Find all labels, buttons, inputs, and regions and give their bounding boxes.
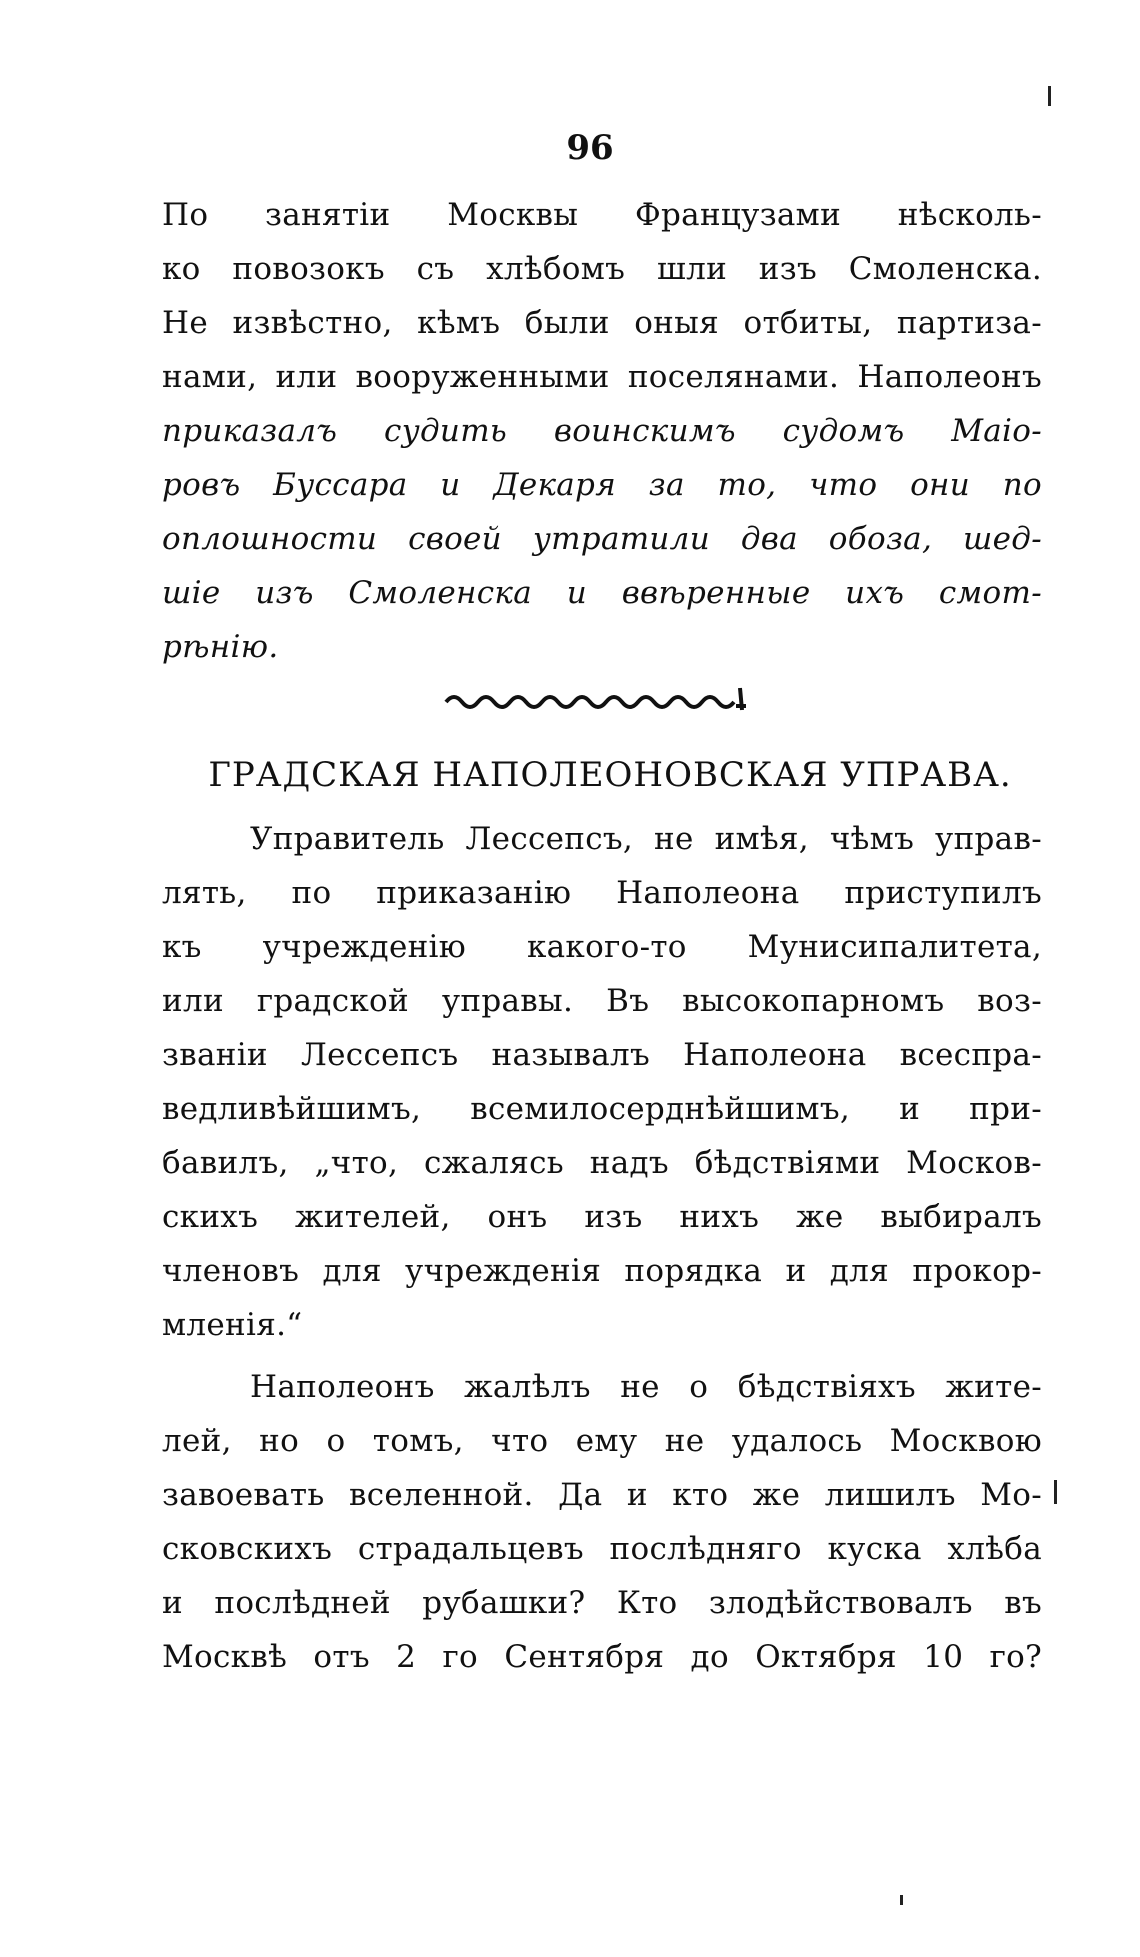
text-line: Не извѣстно, кѣмъ были оныя отбиты, партиза-	[162, 305, 1042, 341]
text-line: По занятіи Москвы Французами нѣсколь-	[162, 197, 1042, 233]
text-line: сковскихъ страдальцевъ послѣдняго куска хлѣба	[162, 1531, 1042, 1567]
paragraph-municipality	[162, 812, 1042, 1352]
text-line: Москвѣ отъ 2 го Сентября до Октября 10 го?	[162, 1639, 1042, 1675]
text-line: Управитель Лессепсъ, не имѣя, чѣмъ управ-	[250, 821, 1042, 857]
text-line: ведливѣйшимъ, всемилосерднѣйшимъ, и при-	[162, 1091, 1042, 1127]
ornamental-divider	[440, 680, 760, 720]
section-heading: ГРАДСКАЯ НАПОЛЕОНОВСКАЯ УПРАВА.	[208, 755, 1012, 795]
text-line: Наполеонъ жалѣлъ не о бѣдствіяхъ жите-	[250, 1369, 1042, 1405]
text-line: шіе изъ Смоленска и ввѣренные ихъ смот-	[162, 575, 1042, 611]
text-line: членовъ для учрежденія порядка и для прокор-	[162, 1253, 1042, 1289]
text-line: лять, по приказанію Наполеона приступилъ	[162, 875, 1042, 911]
text-line: бавилъ, „что, сжалясь надъ бѣдствіями Москов-	[162, 1145, 1042, 1181]
text-line: или градской управы. Въ высокопарномъ воз-	[162, 983, 1042, 1019]
text-line: скихъ жителей, онъ изъ нихъ же выбиралъ	[162, 1199, 1042, 1235]
text-line: приказалъ судить воинскимъ судомъ Маіо-	[162, 413, 1042, 449]
text-line: завоевать вселенной. Да и кто же лишилъ Мо-	[162, 1477, 1042, 1513]
paragraph-napoleon-regret	[162, 1360, 1042, 1684]
text-line: оплошности своей утратили два обоза, шед-	[162, 521, 1042, 557]
page-number: 96	[566, 128, 614, 168]
text-line: званіи Лессепсъ называлъ Наполеона всеспра-	[162, 1037, 1042, 1073]
text-line: мленія.“	[162, 1307, 303, 1343]
scan-speck	[1054, 1480, 1057, 1504]
text-line: ко повозокъ съ хлѣбомъ шли изъ Смоленска.	[162, 251, 1042, 287]
text-line: рѣнію.	[162, 629, 279, 665]
text-line: ровъ Буссара и Декаря за то, что они по	[162, 467, 1042, 503]
scan-speck	[1048, 86, 1051, 106]
scan-speck	[900, 1895, 903, 1905]
paragraph-capture-of-convoys	[162, 188, 1042, 674]
text-line: къ учрежденію какого-то Мунисипалитета,	[162, 929, 1042, 965]
text-line: лей, но о томъ, что ему не удалось Москвою	[162, 1423, 1042, 1459]
text-line: нами, или вооруженными поселянами. Наполеонъ	[162, 359, 1042, 395]
text-line: и послѣдней рубашки? Кто злодѣйствовалъ въ	[162, 1585, 1042, 1621]
